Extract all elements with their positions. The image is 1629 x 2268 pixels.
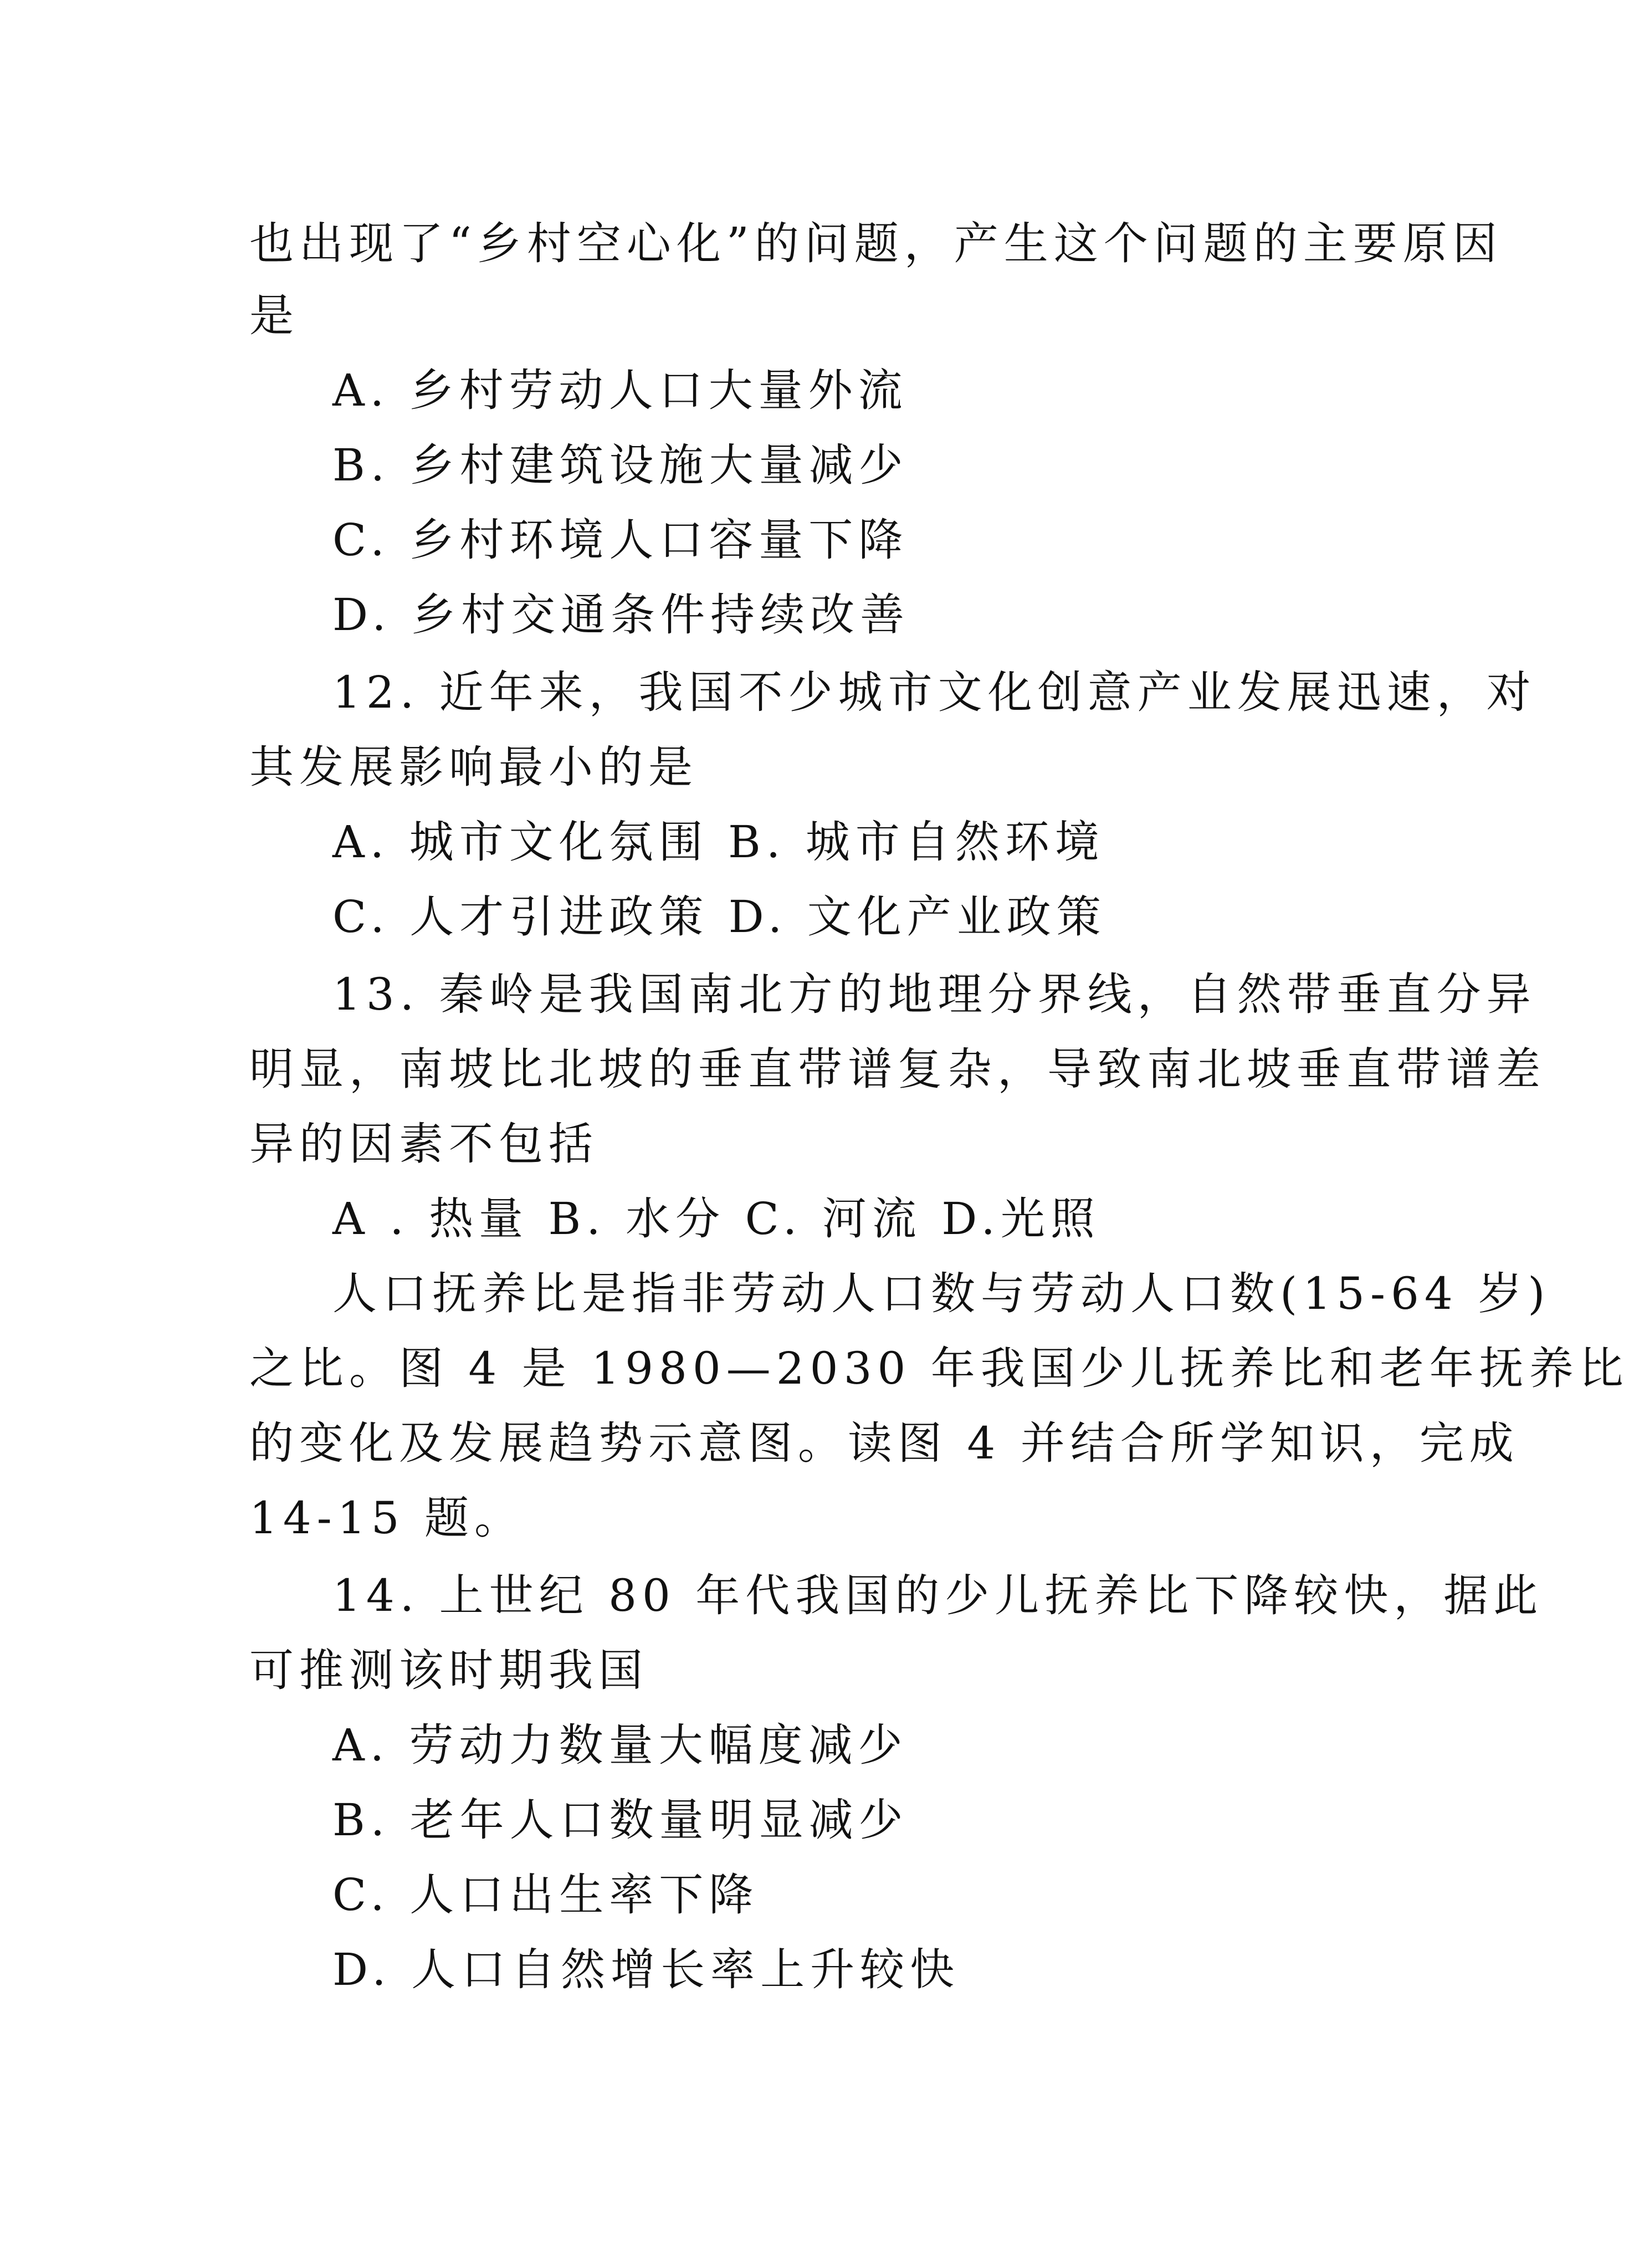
intro-line-1: 人口抚养比是指非劳动人口数与劳动人口数(15-64 岁)	[332, 1268, 1551, 1319]
q11-option-a: A. 乡村劳动人口大量外流	[332, 365, 908, 416]
q14-stem-line-2: 可推测该时期我国	[249, 1645, 648, 1696]
q14-option-a: A. 劳动力数量大幅度减少	[332, 1719, 908, 1771]
intro-line-2: 之比。图 4 是 1980—2030 年我国少儿抚养比和老年抚养比	[249, 1343, 1629, 1394]
q11-option-d: D. 乡村交通条件持续改善	[332, 589, 910, 641]
q14-option-b: B. 老年人口数量明显减少	[332, 1794, 909, 1846]
q12-stem-line-2: 其发展影响最小的是	[249, 741, 698, 793]
q12-stem-line-1: 12. 近年来，我国不少城市文化创意产业发展迅速，对	[332, 667, 1536, 718]
q13-stem-line-1: 13. 秦岭是我国南北方的地理分界线，自然带垂直分异	[332, 969, 1536, 1020]
intro-line-3: 的变化及发展趋势示意图。读图 4 并结合所学知识，完成	[249, 1417, 1519, 1469]
q11-option-b: B. 乡村建筑设施大量减少	[332, 439, 909, 491]
q13-stem-line-3: 异的因素不包括	[249, 1118, 598, 1170]
q14-stem-line-1: 14. 上世纪 80 年代我国的少儿抚养比下降较快，据此	[332, 1570, 1544, 1621]
q11-stem-line-2: 是	[249, 290, 299, 341]
q12-options-cd: C. 人才引进政策 D. 文化产业政策	[332, 891, 1107, 943]
q12-options-ab: A. 城市文化氛围 B. 城市自然环境	[332, 816, 1105, 868]
q13-stem-line-2: 明显，南坡比北坡的垂直带谱复杂，导致南北坡垂直带谱差	[249, 1043, 1546, 1095]
q13-options: A . 热量 B. 水分 C. 河流 D.光照	[332, 1193, 1100, 1245]
q11-option-c: C. 乡村环境人口容量下降	[332, 514, 909, 566]
intro-line-4: 14-15 题。	[249, 1492, 525, 1544]
q11-stem-line-1: 也出现了“乡村空心化”的问题，产生这个问题的主要原因	[249, 218, 1503, 269]
q14-option-c: C. 人口出生率下降	[332, 1869, 759, 1921]
q14-option-d: D. 人口自然增长率上升较快	[332, 1944, 960, 1995]
